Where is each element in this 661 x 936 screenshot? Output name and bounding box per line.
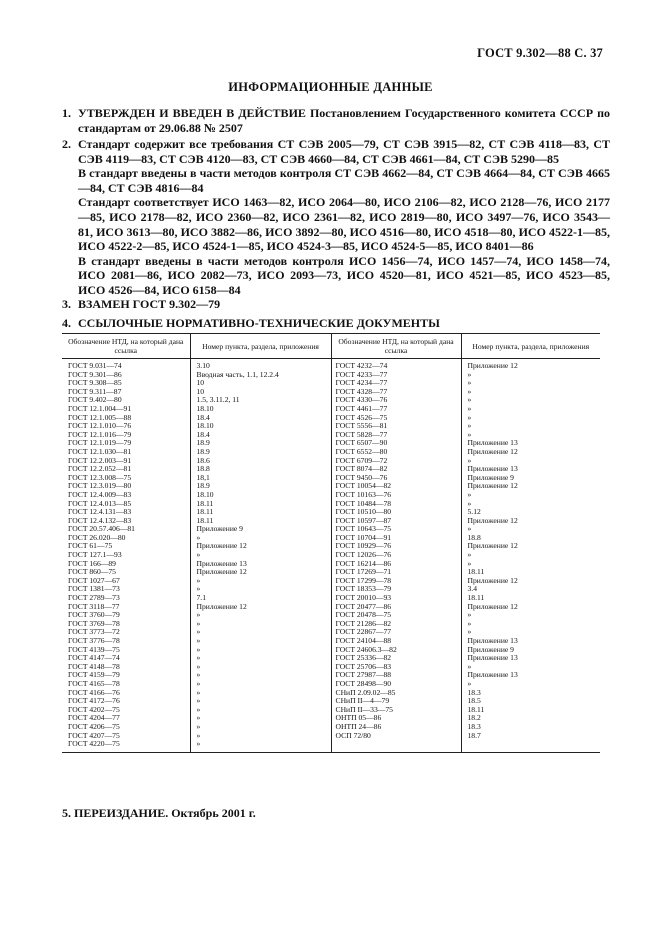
cell-ntd-right: ГОСТ 22867—77: [331, 628, 461, 637]
cell-clause-right: Приложение 12: [461, 482, 600, 491]
cell-clause-left: 18.11: [190, 508, 331, 517]
cell-clause-right: 18.5: [461, 697, 600, 706]
cell-clause-right: [461, 740, 600, 752]
cell-ntd-left: ГОСТ 12.4.009—83: [68, 489, 132, 499]
table-row: [62, 560, 600, 569]
cell-ntd-left: ГОСТ 12.2.003—91: [68, 455, 132, 465]
section-2-paragraph-4: В стандарт введены в части методов контроля ИСО 1456—74, ИСО 1457—74, ИСО 1458—74, ИСО 2081—86, ИСО 2082—73, ИСО 2093—73, ИСО 4520—81, ИСО 4521—85, ИСО 4523—85, ИСО 4526—84, ИСО 6158—84: [78, 253, 610, 297]
cell-clause-right: Приложение 12: [461, 359, 600, 371]
table-row: [62, 396, 600, 405]
cell-clause-right: »: [461, 379, 600, 388]
cell-ntd-right: СНиП II—33—75: [331, 706, 461, 715]
cell-clause-right: »: [461, 680, 600, 689]
cell-clause-right: »: [461, 414, 600, 423]
cell-ntd-left: ГОСТ 12.4.132—83: [68, 515, 132, 525]
cell-ntd-left: ГОСТ 127.1—93: [68, 550, 122, 560]
cell-clause-left: »: [190, 740, 331, 752]
cell-clause-left: 7.1: [190, 594, 331, 603]
section-1: [62, 106, 610, 135]
cell-ntd-right: ГОСТ 4526—75: [331, 414, 461, 423]
reference-documents-table: [62, 333, 600, 753]
cell-ntd-right: ГОСТ 12026—76: [331, 551, 461, 560]
cell-ntd-left: ГОСТ 12.4.131—83: [68, 507, 132, 517]
table-row: [62, 620, 600, 629]
table-row: [62, 603, 600, 612]
cell-clause-left: 18.11: [190, 517, 331, 526]
cell-ntd-left: ГОСТ 4139—75: [68, 644, 120, 654]
table-row: [62, 371, 600, 380]
cell-ntd-left: ГОСТ 4207—75: [68, 730, 120, 740]
header-ntd-designation-right: Обозначение НТД, на который дана ссылка: [331, 334, 461, 359]
cell-clause-left: Приложение 13: [190, 560, 331, 569]
page-title: ИНФОРМАЦИОННЫЕ ДАННЫЕ: [228, 80, 433, 94]
cell-clause-left: 18.10: [190, 405, 331, 414]
cell-clause-right: Приложение 12: [461, 603, 600, 612]
cell-ntd-right: ГОСТ 9450—76: [331, 474, 461, 483]
table-row: [62, 723, 600, 732]
cell-ntd-right: ГОСТ 24606.3—82: [331, 646, 461, 655]
cell-ntd-left: ГОСТ 61—75: [68, 541, 113, 551]
table-row: [62, 689, 600, 698]
cell-clause-left: 18.6: [190, 457, 331, 466]
cell-clause-right: »: [461, 405, 600, 414]
table-row: [62, 663, 600, 672]
table-row: [62, 654, 600, 663]
cell-ntd-left: ГОСТ 4206—75: [68, 721, 120, 731]
cell-ntd-left: ГОСТ 3773—72: [68, 627, 120, 637]
table-row: [62, 517, 600, 526]
section-5-text: ПЕРЕИЗДАНИЕ. Октябрь 2001 г.: [74, 806, 256, 820]
cell-clause-left: 18.9: [190, 448, 331, 457]
section-5: [62, 806, 256, 821]
table-row: [62, 359, 600, 371]
table-row: [62, 680, 600, 689]
cell-ntd-right: ГОСТ 4233—77: [331, 371, 461, 380]
cell-ntd-left: ГОСТ 4165—78: [68, 678, 120, 688]
table-row: [62, 568, 600, 577]
header-clause-number-left: Номер пункта, раздела, приложения: [190, 334, 331, 359]
cell-ntd-left: ГОСТ 3118—77: [68, 601, 120, 611]
section-3-number: 3.: [62, 297, 71, 311]
table-row: [62, 697, 600, 706]
cell-ntd-left: ГОСТ 12.1.019—79: [68, 438, 132, 448]
table-row: [62, 551, 600, 560]
cell-clause-left: 18,1: [190, 474, 331, 483]
section-2-paragraph-3: Стандарт соответствует ИСО 1463—82, ИСО 2064—80, ИСО 2106—82, ИСО 2128—76, ИСО 2177—85, ИСО 2178—82, ИСО 2360—82, ИСО 2361—82, ИСО 2819—80, ИСО 3497—76, ИСО 3543—81, ИСО 3613—80, ИСО 3882—86, ИСО 3892—80, ИСО 4516—80, ИСО 4518—80, ИСО 4522-1—85, ИСО 4522-2—85, ИСО 4524-1—85, ИСО 4524-3—85, ИСО 4524-5—85, ИСО 8401—86: [78, 195, 610, 254]
cell-clause-left: Вводная часть, 1.1, 12.2.4: [190, 371, 331, 380]
table-row: [62, 500, 600, 509]
section-3-text: ВЗАМЕН ГОСТ 9.302—79: [78, 297, 221, 311]
cell-ntd-left: ГОСТ 9.031—74: [68, 361, 122, 370]
cell-clause-left: »: [190, 620, 331, 629]
table-row: [62, 491, 600, 500]
table-body: [62, 359, 600, 753]
header-clause-number-right: Номер пункта, раздела, приложения: [461, 334, 600, 359]
cell-ntd-right: ГОСТ 10054—82: [331, 482, 461, 491]
cell-ntd-left: ГОСТ 1027—67: [68, 575, 120, 585]
table-row: [62, 628, 600, 637]
section-2-paragraph-1: Стандарт содержит все требования СТ СЭВ 2005—79, СТ СЭВ 3915—82, СТ СЭВ 4118—83, СТ СЭВ 4119—83, СТ СЭВ 4120—83, СТ СЭВ 4660—84, СТ СЭВ 4661—84, СТ СЭВ 5290—85: [78, 137, 610, 166]
cell-ntd-left: ГОСТ 2789—73: [68, 593, 120, 603]
cell-clause-right: 18.11: [461, 594, 600, 603]
cell-clause-right: 18.11: [461, 706, 600, 715]
cell-clause-right: »: [461, 628, 600, 637]
cell-clause-left: 18.8: [190, 465, 331, 474]
cell-clause-left: 18.9: [190, 439, 331, 448]
table-row: [62, 439, 600, 448]
cell-clause-left: »: [190, 671, 331, 680]
table-row: [62, 482, 600, 491]
table-row: [62, 379, 600, 388]
running-head: ГОСТ 9.302—88 С. 37: [477, 46, 603, 60]
cell-ntd-right: ГОСТ 4234—77: [331, 379, 461, 388]
cell-clause-right: »: [461, 491, 600, 500]
cell-clause-right: Приложение 12: [461, 448, 600, 457]
cell-clause-right: »: [461, 457, 600, 466]
cell-ntd-right: ГОСТ 21286—82: [331, 620, 461, 629]
cell-clause-right: »: [461, 422, 600, 431]
cell-clause-left: 18.10: [190, 422, 331, 431]
cell-clause-right: Приложение 12: [461, 542, 600, 551]
cell-clause-right: 18.8: [461, 534, 600, 543]
cell-clause-left: »: [190, 723, 331, 732]
cell-clause-right: 5.12: [461, 508, 600, 517]
cell-ntd-left: ГОСТ 12.1.005—88: [68, 412, 132, 422]
cell-clause-left: 18.9: [190, 482, 331, 491]
cell-ntd-right: ГОСТ 5556—81: [331, 422, 461, 431]
cell-ntd-left: ГОСТ 12.3.008—75: [68, 472, 132, 482]
cell-clause-left: 10: [190, 379, 331, 388]
cell-clause-right: »: [461, 500, 600, 509]
table-row: [62, 422, 600, 431]
cell-ntd-right: ГОСТ 10163—76: [331, 491, 461, 500]
table-row: [62, 706, 600, 715]
cell-ntd-left: ГОСТ 9.301—86: [68, 369, 122, 379]
cell-clause-right: Приложение 9: [461, 474, 600, 483]
cell-clause-right: Приложение 13: [461, 465, 600, 474]
section-2: [62, 137, 610, 298]
cell-clause-left: »: [190, 680, 331, 689]
cell-clause-left: »: [190, 706, 331, 715]
table-row: [62, 465, 600, 474]
cell-ntd-right: ГОСТ 25706—83: [331, 663, 461, 672]
cell-ntd-left: ГОСТ 3769—78: [68, 618, 120, 628]
table-row: [62, 585, 600, 594]
cell-clause-left: »: [190, 663, 331, 672]
cell-ntd-right: ГОСТ 10510—80: [331, 508, 461, 517]
cell-ntd-left: ГОСТ 12.3.019—80: [68, 481, 132, 491]
cell-clause-right: »: [461, 620, 600, 629]
cell-ntd-right: ГОСТ 17269—71: [331, 568, 461, 577]
cell-clause-left: »: [190, 585, 331, 594]
table-row: [62, 714, 600, 723]
cell-ntd-left: ГОСТ 166—89: [68, 558, 116, 568]
cell-clause-left: Приложение 12: [190, 603, 331, 612]
cell-clause-right: Приложение 12: [461, 577, 600, 586]
cell-ntd-right: ГОСТ 16214—86: [331, 560, 461, 569]
cell-ntd-left: ГОСТ 26.020—80: [68, 532, 126, 542]
section-4: [62, 316, 610, 331]
section-2-number: 2.: [62, 137, 71, 151]
cell-ntd-left: ГОСТ 4202—75: [68, 704, 120, 714]
table-row: [62, 448, 600, 457]
cell-clause-left: 18.4: [190, 414, 331, 423]
cell-ntd-left: ГОСТ 4148—78: [68, 661, 120, 671]
table-row: [62, 542, 600, 551]
cell-clause-left: »: [190, 689, 331, 698]
cell-ntd-left: ГОСТ 4204—77: [68, 713, 120, 723]
cell-ntd-right: ГОСТ 25336—82: [331, 654, 461, 663]
cell-ntd-left: ГОСТ 12.2.052—81: [68, 464, 132, 474]
table-row: [62, 594, 600, 603]
cell-ntd-right: ГОСТ 5828—77: [331, 431, 461, 440]
cell-ntd-right: ГОСТ 4232—74: [331, 359, 461, 371]
cell-clause-right: 3.4: [461, 585, 600, 594]
table-row: [62, 405, 600, 414]
cell-ntd-left: ГОСТ 4166—76: [68, 687, 120, 697]
cell-clause-left: 18.4: [190, 431, 331, 440]
cell-clause-left: »: [190, 628, 331, 637]
cell-ntd-right: ГОСТ 10597—87: [331, 517, 461, 526]
table-row: [62, 525, 600, 534]
cell-clause-left: Приложение 9: [190, 525, 331, 534]
cell-clause-left: »: [190, 714, 331, 723]
cell-ntd-left: ГОСТ 12.1.030—81: [68, 446, 132, 456]
cell-ntd-right: ГОСТ 4330—76: [331, 396, 461, 405]
cell-ntd-left: ГОСТ 4147—74: [68, 653, 120, 663]
table-row: [62, 534, 600, 543]
cell-ntd-left: ГОСТ 12.1.004—91: [68, 403, 132, 413]
cell-clause-right: »: [461, 371, 600, 380]
cell-ntd-right: ГОСТ 24104—88: [331, 637, 461, 646]
cell-clause-right: »: [461, 431, 600, 440]
cell-ntd-left: ГОСТ 9.311—87: [68, 386, 122, 396]
cell-clause-right: 18.2: [461, 714, 600, 723]
cell-ntd-right: ОСП 72/80: [331, 732, 461, 741]
cell-clause-right: Приложение 9: [461, 646, 600, 655]
cell-clause-left: 18.11: [190, 500, 331, 509]
table-row: [62, 732, 600, 741]
cell-clause-right: »: [461, 388, 600, 397]
cell-clause-left: »: [190, 654, 331, 663]
cell-ntd-right: ГОСТ 20478—75: [331, 611, 461, 620]
cell-ntd-right: ГОСТ 10643—75: [331, 525, 461, 534]
cell-ntd-right: ГОСТ 10484—78: [331, 500, 461, 509]
table-row: [62, 431, 600, 440]
cell-ntd-right: ГОСТ 20010—93: [331, 594, 461, 603]
cell-ntd-right: ОНТП 24—86: [331, 723, 461, 732]
cell-clause-right: 18.11: [461, 568, 600, 577]
table-row: [62, 457, 600, 466]
cell-clause-left: Приложение 12: [190, 568, 331, 577]
section-4-text: ССЫЛОЧНЫЕ НОРМАТИВНО-ТЕХНИЧЕСКИЕ ДОКУМЕНТЫ: [78, 316, 440, 330]
cell-clause-right: »: [461, 611, 600, 620]
cell-ntd-right: ГОСТ 6552—80: [331, 448, 461, 457]
cell-ntd-left: ГОСТ 3760—79: [68, 610, 120, 620]
cell-clause-right: »: [461, 560, 600, 569]
table-row: [62, 671, 600, 680]
cell-clause-left: 10: [190, 388, 331, 397]
cell-clause-left: 18.10: [190, 491, 331, 500]
table-row: [62, 740, 600, 752]
cell-ntd-right: ГОСТ 28498—90: [331, 680, 461, 689]
cell-ntd-left: ГОСТ 4159—79: [68, 670, 120, 680]
cell-ntd-left: ГОСТ 9.402—80: [68, 395, 122, 405]
cell-ntd-right: ГОСТ 6507—90: [331, 439, 461, 448]
cell-clause-right: »: [461, 525, 600, 534]
cell-ntd-left: ГОСТ 12.1.010—76: [68, 421, 132, 431]
table-row: [62, 637, 600, 646]
cell-ntd-right: ГОСТ 6709—72: [331, 457, 461, 466]
cell-ntd-right: СНиП 2.09.02—85: [331, 689, 461, 698]
cell-clause-left: 3.10: [190, 359, 331, 371]
cell-ntd-right: ГОСТ 8074—82: [331, 465, 461, 474]
table-row: [62, 474, 600, 483]
cell-clause-right: Приложение 13: [461, 637, 600, 646]
cell-ntd-left: ГОСТ 1381—73: [68, 584, 120, 594]
header-ntd-designation-left: Обозначение НТД, на который дана ссылка: [62, 334, 190, 359]
cell-clause-left: »: [190, 551, 331, 560]
cell-ntd-right: ГОСТ 10929—76: [331, 542, 461, 551]
cell-ntd-left: ГОСТ 4220—75: [62, 740, 190, 752]
cell-ntd-left: ГОСТ 4172—76: [68, 696, 120, 706]
table-row: [62, 508, 600, 517]
cell-ntd-right: ГОСТ 17299—78: [331, 577, 461, 586]
cell-ntd-right: ГОСТ 27987—88: [331, 671, 461, 680]
cell-clause-left: 1.5, 3.11.2, 11: [190, 396, 331, 405]
table-header-row: [62, 334, 600, 359]
cell-clause-left: »: [190, 732, 331, 741]
table-row: [62, 414, 600, 423]
cell-clause-left: Приложение 12: [190, 542, 331, 551]
cell-ntd-left: ГОСТ 9.308—85: [68, 378, 122, 388]
cell-clause-left: »: [190, 611, 331, 620]
cell-clause-left: »: [190, 577, 331, 586]
cell-clause-left: »: [190, 534, 331, 543]
cell-ntd-right: ОНТП 05—86: [331, 714, 461, 723]
cell-ntd-left: ГОСТ 3776—78: [68, 636, 120, 645]
section-4-number: 4.: [62, 316, 71, 330]
table-row: [62, 646, 600, 655]
cell-clause-right: 18.3: [461, 689, 600, 698]
cell-clause-right: 18.3: [461, 723, 600, 732]
cell-clause-right: »: [461, 551, 600, 560]
cell-clause-right: Приложение 13: [461, 671, 600, 680]
cell-clause-left: »: [190, 646, 331, 655]
cell-clause-right: Приложение 13: [461, 439, 600, 448]
section-1-text: УТВЕРЖДЕН И ВВЕДЕН В ДЕЙСТВИЕ Постановлением Государственного комитета СССР по стандартам от 29.06.88 № 2507: [78, 106, 610, 135]
cell-clause-left: »: [190, 697, 331, 706]
cell-ntd-right: ГОСТ 4461—77: [331, 405, 461, 414]
cell-ntd-right: ГОСТ 20477—86: [331, 603, 461, 612]
cell-ntd-right: СНиП II—4—79: [331, 697, 461, 706]
cell-clause-right: Приложение 13: [461, 654, 600, 663]
cell-ntd-right: [331, 740, 461, 752]
cell-ntd-right: ГОСТ 4328—77: [331, 388, 461, 397]
cell-clause-right: Приложение 12: [461, 517, 600, 526]
table-row: [62, 577, 600, 586]
section-2-paragraph-2: В стандарт введены в части методов контроля СТ СЭВ 4662—84, СТ СЭВ 4664—84, СТ СЭВ 4665—84, СТ СЭВ 4816—84: [78, 166, 610, 195]
cell-clause-right: »: [461, 396, 600, 405]
section-1-number: 1.: [62, 106, 71, 120]
cell-ntd-left: ГОСТ 860—75: [68, 567, 116, 577]
table-row: [62, 388, 600, 397]
cell-ntd-left: ГОСТ 20.57.406—81: [68, 524, 135, 534]
cell-ntd-left: ГОСТ 12.4.013—85: [68, 498, 132, 508]
cell-clause-right: »: [461, 663, 600, 672]
cell-clause-right: 18.7: [461, 732, 600, 741]
cell-ntd-right: ГОСТ 18353—79: [331, 585, 461, 594]
table-row: [62, 611, 600, 620]
cell-ntd-left: ГОСТ 12.1.016—79: [68, 429, 132, 439]
section-5-number: 5.: [62, 806, 71, 820]
cell-clause-left: »: [190, 637, 331, 646]
cell-ntd-right: ГОСТ 10704—91: [331, 534, 461, 543]
section-3: [62, 297, 610, 312]
